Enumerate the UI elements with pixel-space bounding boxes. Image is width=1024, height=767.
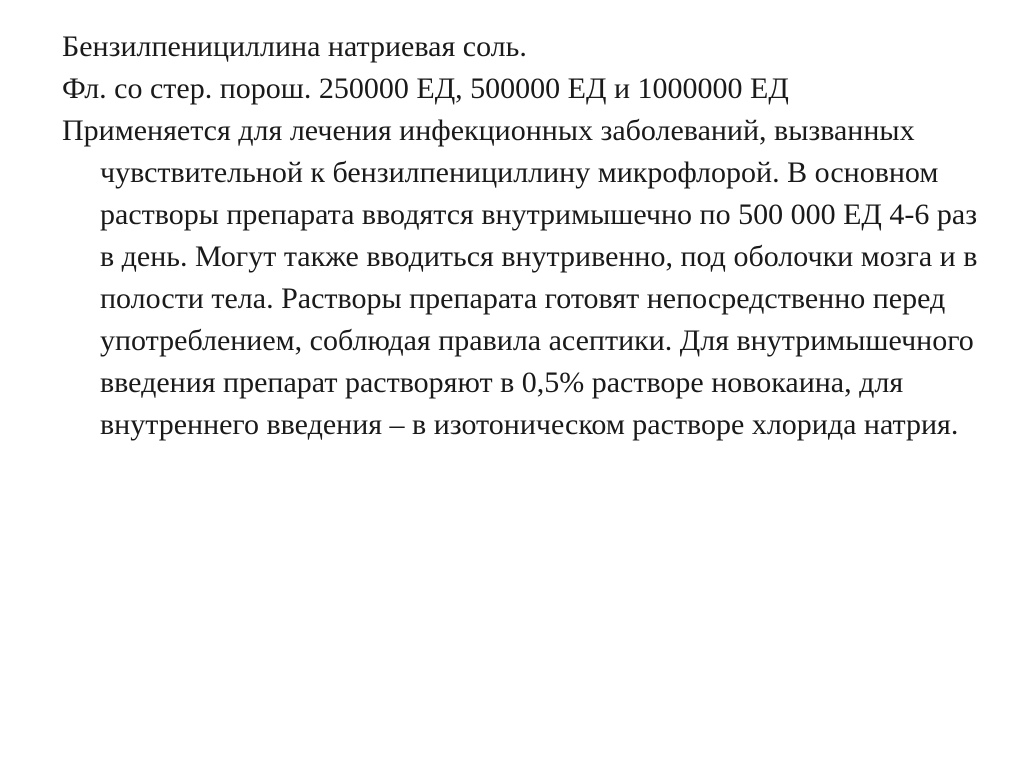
drug-name-line: Бензилпенициллина натриевая соль.: [62, 30, 527, 63]
usage-description: Применяется для лечения инфекционных заболеваний, вызванных чувствительной к бензилпенициллину микрофлорой. В основном растворы препарата вводятся внутримышечно по 500 000 ЕД 4-6 раз в день. Могут также вводиться внутривенно, под оболочки мозга и в полости тела. Растворы препарата готовят непосредственно перед употреблением, соблюдая правила асептики. Для внутримышечного введения препарат растворяют в 0,5% растворе новокаина, для внутреннего введения – в изотоническом растворе хлорида натрия.: [62, 114, 978, 441]
slide-body: [62, 26, 992, 446]
dosage-form-line: Фл. со стер. порош. 250000 ЕД, 500000 ЕД и 1000000 ЕД: [62, 72, 789, 105]
